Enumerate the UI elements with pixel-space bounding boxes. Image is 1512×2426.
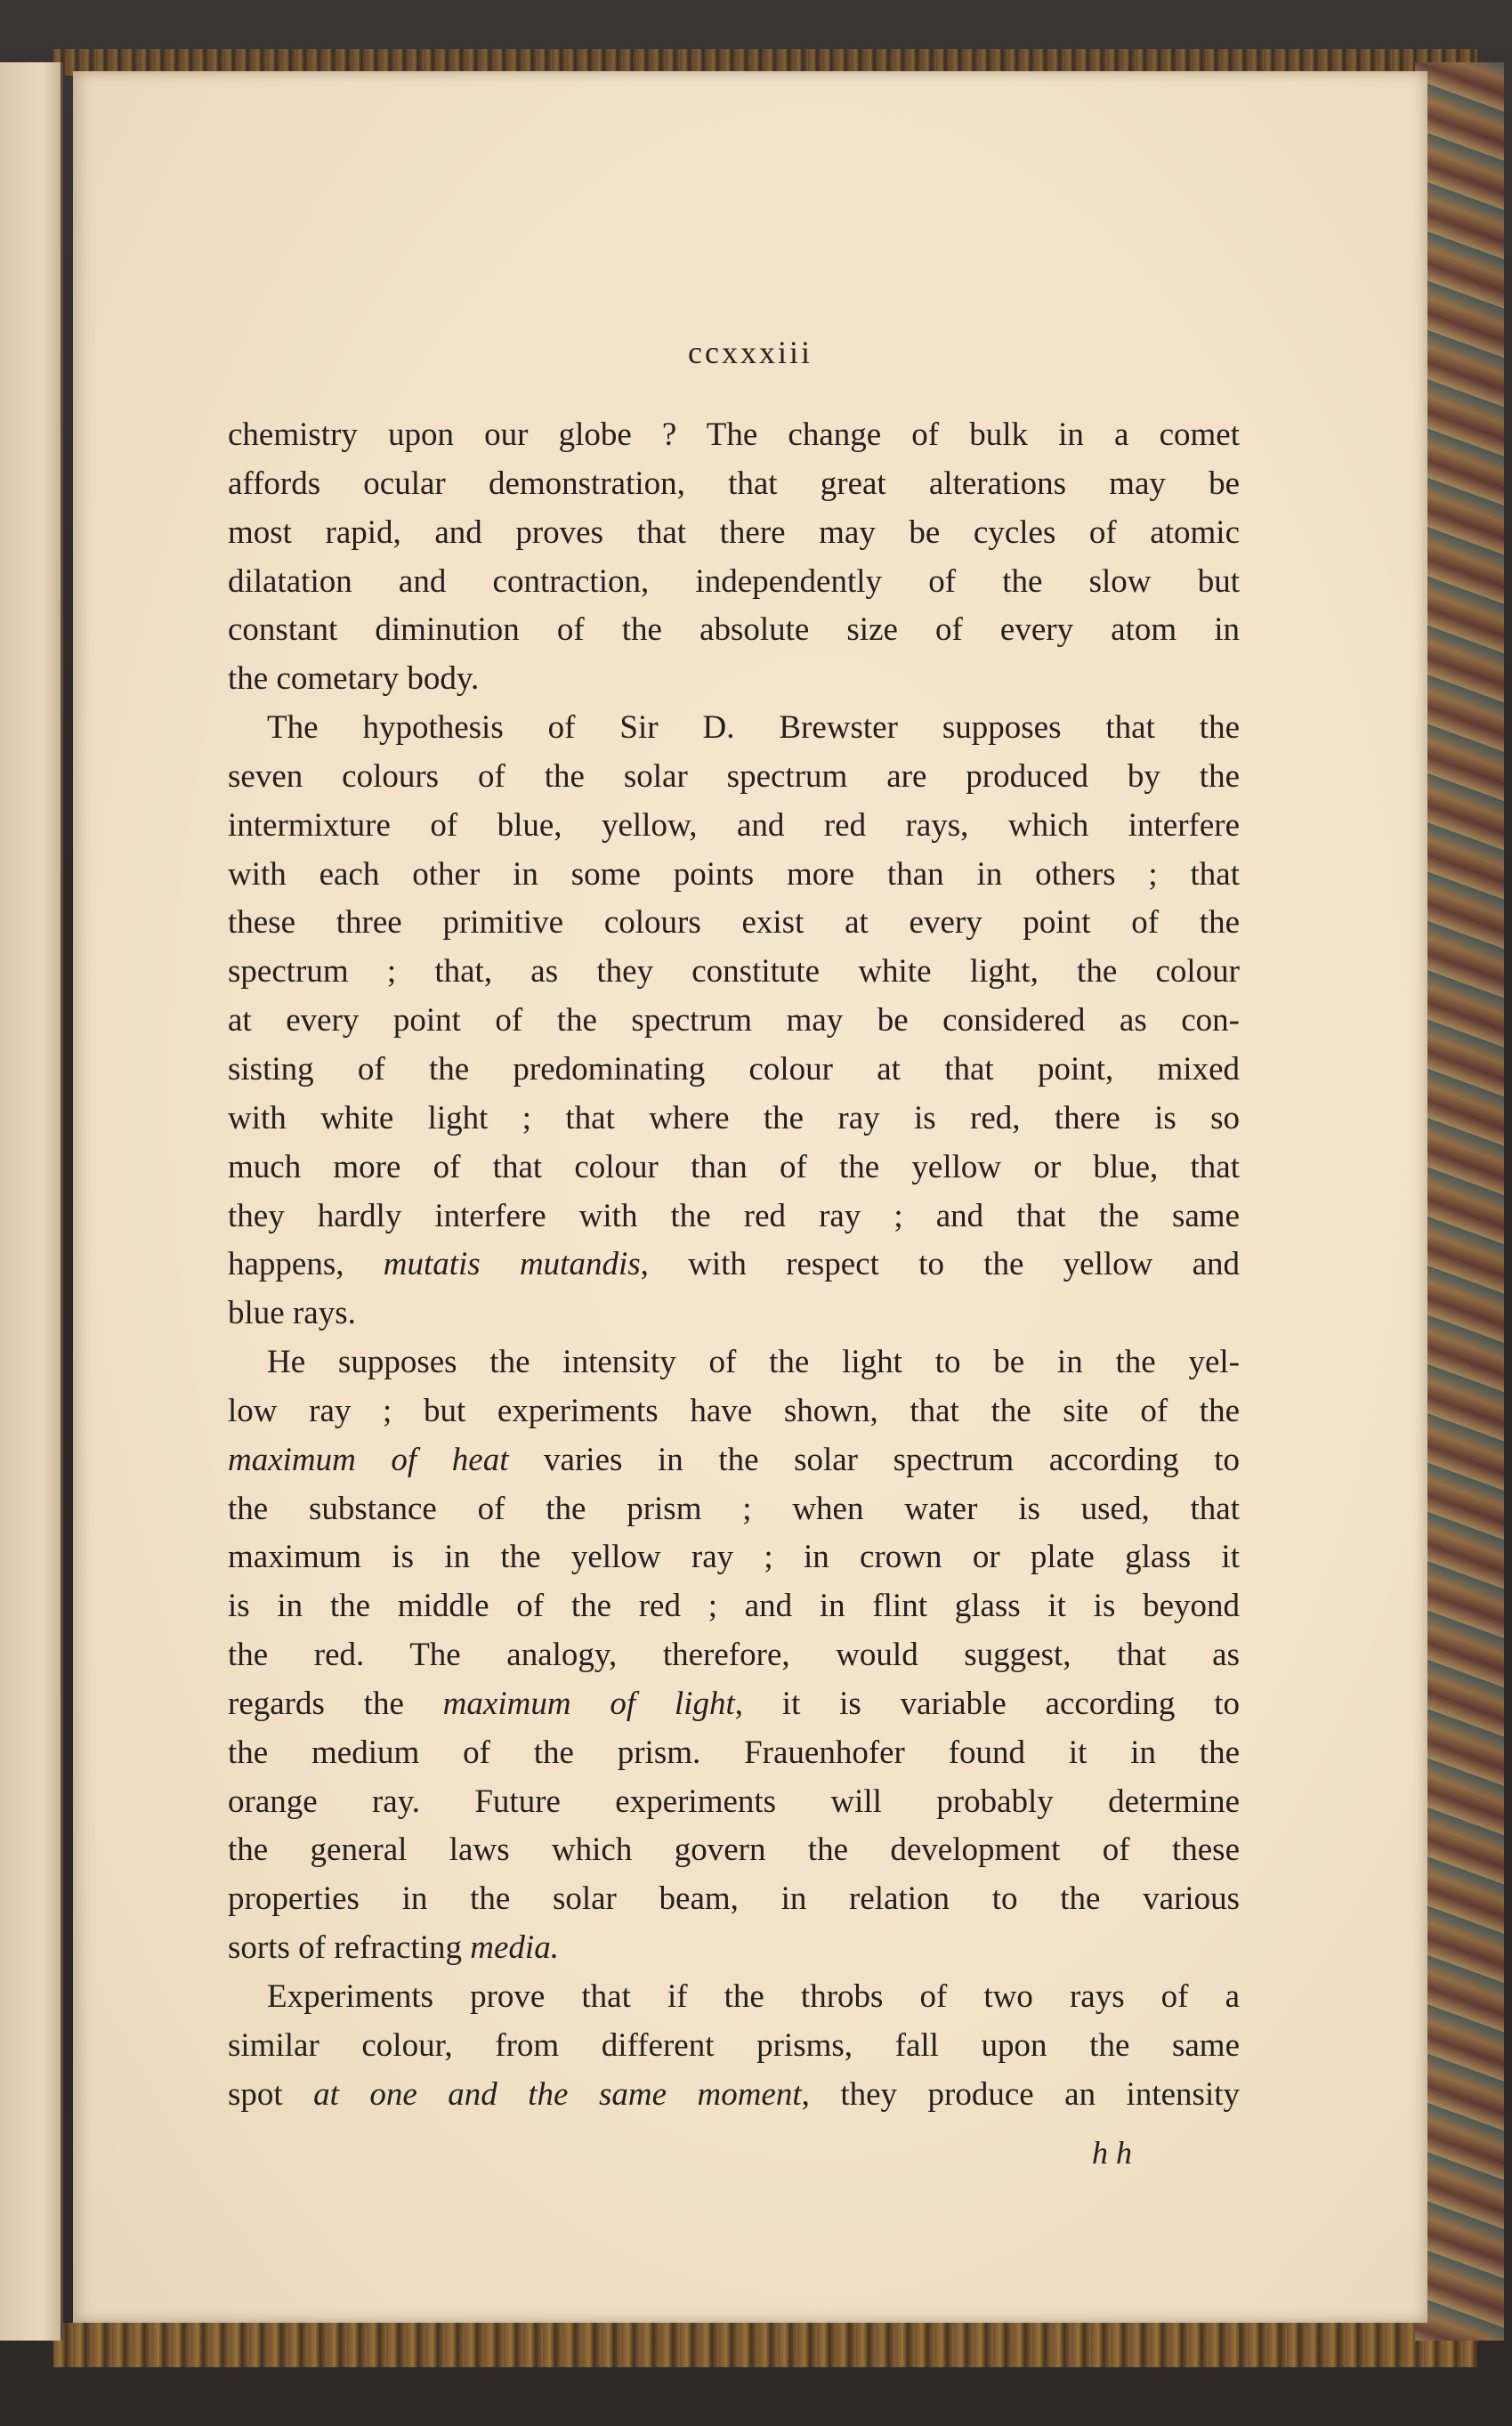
left-page-edge bbox=[0, 62, 63, 2341]
text-line bbox=[228, 1485, 1240, 1534]
line-text: most rapid, and proves that there may be cycles of atomic bbox=[228, 514, 1240, 551]
line-text: blue rays. bbox=[228, 1295, 356, 1332]
text-line bbox=[228, 851, 1240, 900]
line-text: affords ocular demonstration, that great alterations may be bbox=[228, 465, 1240, 502]
italic-phrase: at one and the same moment bbox=[313, 2075, 802, 2113]
text-line bbox=[228, 1875, 1240, 1924]
text-line bbox=[228, 1680, 1240, 1729]
line-text: with each other in some points more than in others ; that bbox=[228, 855, 1240, 893]
text-line bbox=[228, 1241, 1240, 1290]
line-text: happens, bbox=[228, 1246, 384, 1283]
line-text: spectrum ; that, as they constitute white light, the colour bbox=[228, 953, 1240, 991]
line-text: dilatation and contraction, independently of the slow but bbox=[228, 562, 1240, 600]
text-line bbox=[228, 1387, 1240, 1436]
text-line bbox=[228, 606, 1240, 655]
marbled-fore-edge bbox=[1415, 62, 1504, 2341]
text-line bbox=[228, 2071, 1240, 2120]
line-text: regards the bbox=[228, 1685, 443, 1722]
line-text: these three primitive colours exist at every point of the bbox=[228, 904, 1240, 942]
text-line bbox=[228, 1095, 1240, 1144]
line-text: is in the middle of the red ; and in flint glass it is beyond bbox=[228, 1588, 1240, 1625]
line-text: , it is variable according to bbox=[734, 1685, 1240, 1722]
line-text: with white light ; that where the ray is red, there is so bbox=[228, 1099, 1240, 1136]
line-text: the cometary body. bbox=[228, 660, 480, 698]
line-text: similar colour, from different prisms, fall upon the same bbox=[228, 2026, 1240, 2064]
text-line bbox=[228, 1290, 1240, 1338]
signature-mark: h h bbox=[1092, 2135, 1132, 2171]
line-text: properties in the solar beam, in relation to the various bbox=[228, 1880, 1240, 1918]
page-number: ccxxxiii bbox=[688, 335, 813, 370]
italic-phrase: mutatis mutandis bbox=[383, 1246, 641, 1283]
line-text: the general laws which govern the development of these bbox=[228, 1832, 1240, 1869]
text-line bbox=[228, 802, 1240, 851]
text-line bbox=[228, 1046, 1240, 1095]
text-line bbox=[228, 1729, 1240, 1778]
text-line bbox=[228, 899, 1240, 948]
line-text: they hardly interfere with the red ray ; and that the same bbox=[228, 1197, 1240, 1234]
line-text: , they produce an intensity bbox=[801, 2075, 1240, 2113]
line-text: the medium of the prism. Frauenhofer found it in the bbox=[228, 1734, 1240, 1771]
line-text: varies in the solar spectrum according to bbox=[508, 1441, 1240, 1478]
italic-phrase: media. bbox=[470, 1929, 559, 1967]
line-text: seven colours of the solar spectrum are produced by the bbox=[228, 757, 1240, 795]
book-page bbox=[73, 71, 1427, 2323]
text-line bbox=[228, 1144, 1240, 1193]
line-text: low ray ; but experiments have shown, that the site of the bbox=[228, 1392, 1240, 1429]
line-text: the red. The analogy, therefore, would suggest, that as bbox=[228, 1637, 1240, 1674]
text-line bbox=[228, 509, 1240, 558]
line-text: chemistry upon our globe ? The change of bulk in a comet bbox=[228, 416, 1240, 453]
text-line bbox=[228, 1631, 1240, 1680]
text-line bbox=[228, 1826, 1240, 1875]
text-line bbox=[228, 411, 1240, 460]
text-line bbox=[228, 1436, 1240, 1485]
text-line bbox=[228, 1533, 1240, 1582]
line-text: sorts of refracting bbox=[228, 1929, 471, 1967]
line-text: at every point of the spectrum may be considered as con- bbox=[228, 1002, 1240, 1039]
line-text: the substance of the prism ; when water is used, that bbox=[228, 1490, 1240, 1527]
text-line bbox=[228, 1924, 1240, 1973]
text-line bbox=[228, 2022, 1240, 2071]
line-text: Experiments prove that if the throbs of two rays of a bbox=[267, 1978, 1240, 2015]
line-text: orange ray. Future experiments will probably determine bbox=[228, 1783, 1240, 1820]
text-line bbox=[228, 704, 1240, 753]
line-text: constant diminution of the absolute size of every atom in bbox=[228, 611, 1240, 649]
text-line bbox=[228, 997, 1240, 1046]
line-text: maximum is in the yellow ray ; in crown or plate glass it bbox=[228, 1539, 1240, 1576]
italic-phrase: maximum of heat bbox=[228, 1441, 509, 1478]
bottom-gilt-edge bbox=[53, 2323, 1477, 2367]
text-line bbox=[228, 1582, 1240, 1631]
line-text: The hypothesis of Sir D. Brewster supposes that the bbox=[267, 709, 1240, 747]
text-line bbox=[228, 655, 1240, 704]
text-line bbox=[228, 1973, 1240, 2022]
text-line bbox=[228, 1778, 1240, 1827]
line-text: intermixture of blue, yellow, and red rays, which interfere bbox=[228, 806, 1240, 844]
italic-phrase: maximum of light bbox=[442, 1685, 735, 1722]
text-line bbox=[228, 1193, 1240, 1241]
text-line bbox=[228, 460, 1240, 509]
text-line bbox=[228, 753, 1240, 802]
line-text: sisting of the predominating colour at that point, mixed bbox=[228, 1050, 1240, 1088]
text-line bbox=[228, 558, 1240, 607]
body-text bbox=[228, 411, 1240, 2120]
line-text: He supposes the intensity of the light to be in the yel- bbox=[267, 1344, 1240, 1381]
line-text: , with respect to the yellow and bbox=[640, 1246, 1241, 1283]
line-text: much more of that colour than of the yellow or blue, that bbox=[228, 1148, 1240, 1185]
text-line bbox=[228, 1338, 1240, 1387]
line-text: spot bbox=[228, 2075, 314, 2113]
text-line bbox=[228, 948, 1240, 997]
